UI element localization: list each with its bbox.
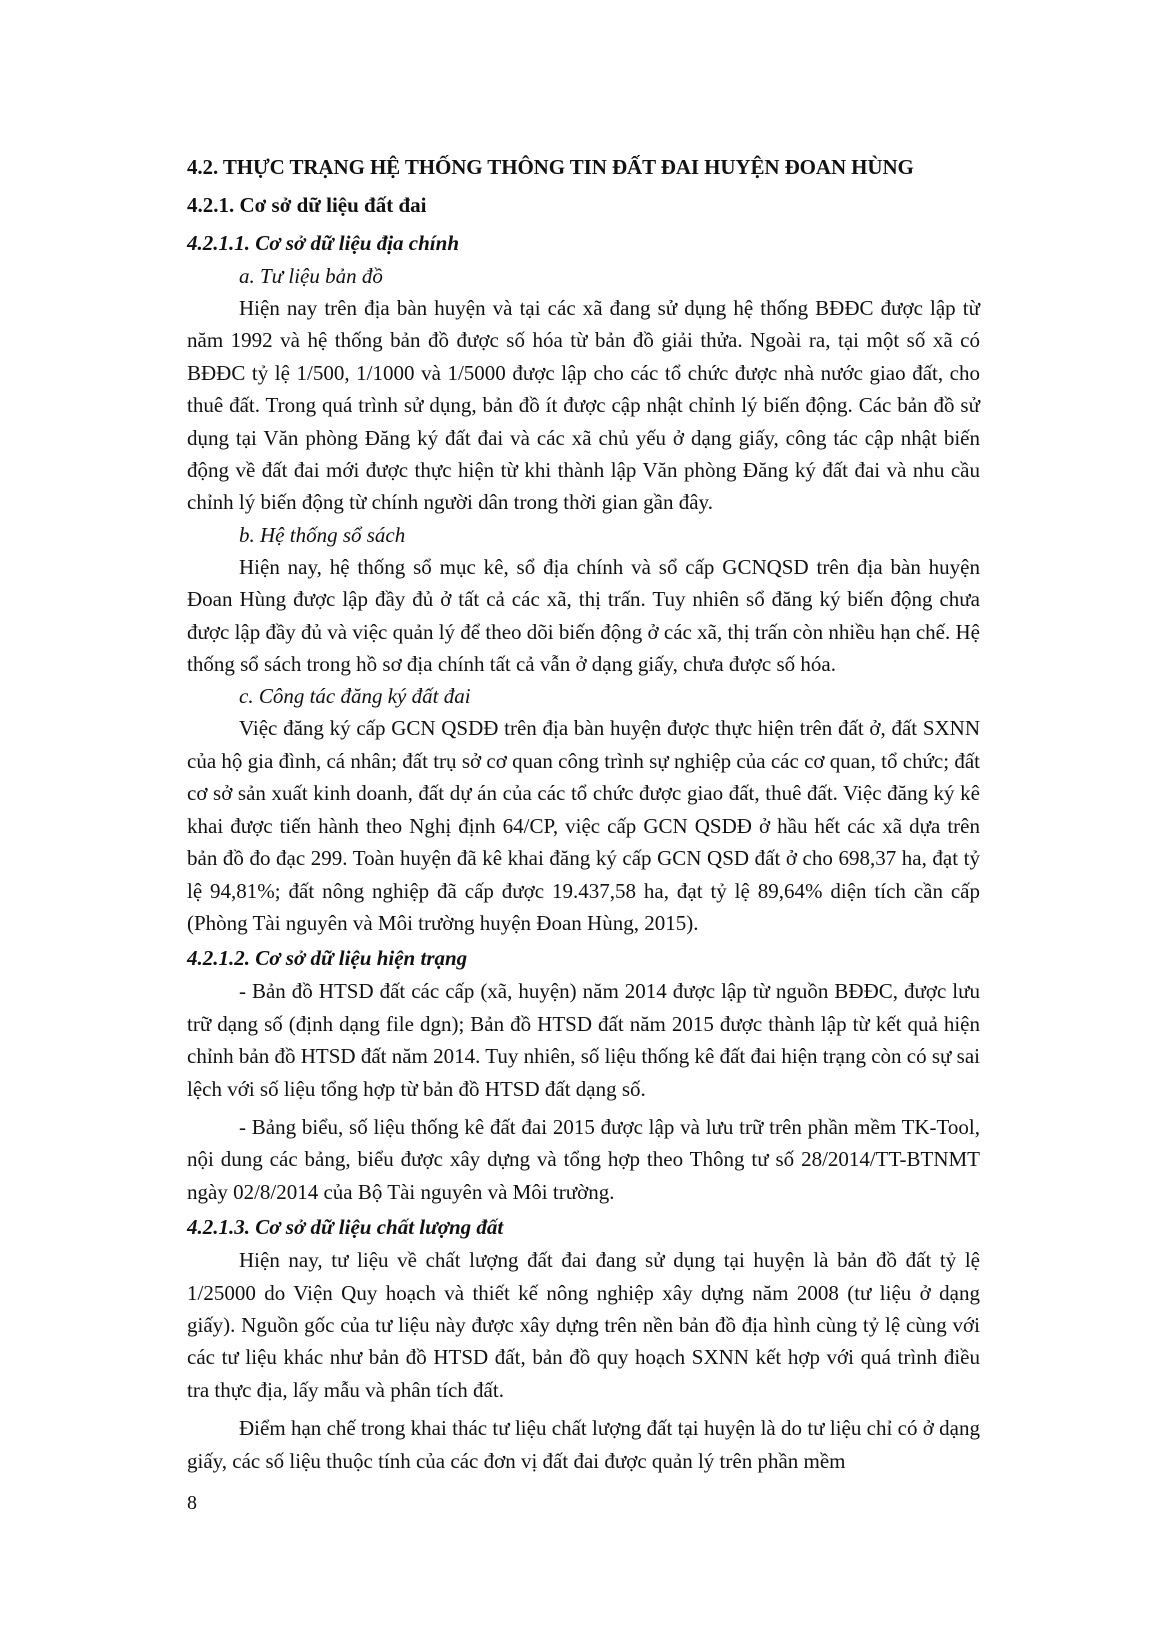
subheading-land-registration: c. Công tác đăng ký đất đai [239, 684, 471, 709]
paragraph-current-use-maps: - Bản đồ HTSD đất các cấp (xã, huyện) năm 2014 được lập từ nguồn BĐĐC, được lưu trữ dạng số (định dạng file dgn); Bản đồ HTSD đất năm 2015 được thành lập từ kết quả hiện chỉnh bản đồ HTSD đất năm 2014. Tuy nhiên, số liệu thống kê đất đai hiện trạng còn có sự sai lệch với số liệu tổng hợp từ bản đồ HTSD đất dạng số. [187, 979, 980, 1101]
heading-land-quality-database: 4.2.1.3. Cơ sở dữ liệu chất lượng đất [187, 1215, 504, 1240]
page-number: 8 [187, 1492, 197, 1514]
heading-cadastral-database: 4.2.1.1. Cơ sở dữ liệu địa chính [187, 231, 459, 255]
paragraph-records-system: Hiện nay, hệ thống sổ mục kê, sổ địa chính và sổ cấp GCNQSD trên địa bàn huyện Đoan Hùng được lập đầy đủ ở tất cả các xã, thị trấn. Tuy nhiên sổ đăng ký biến động chưa được lập đầy đủ và việc quản lý để theo dõi biến động ở các xã, thị trấn còn nhiều hạn chế. Hệ thống sổ sách trong hồ sơ địa chính tất cả vẫn ở dạng giấy, chưa được số hóa. [187, 554, 980, 677]
paragraph-statistics-tables: - Bảng biểu, số liệu thống kê đất đai 2015 được lập và lưu trữ trên phần mềm TK-Tool, nội dung các bảng, biểu được xây dựng và tổng hợp theo Thông tư số 28/2014/TT-BTNMT ngày 02/8/2014 của Bộ Tài nguyên và Môi trường. [187, 1114, 980, 1204]
paragraph-land-quality-limitations: Điểm hạn chế trong khai thác tư liệu chất lượng đất tại huyện là do tư liệu chỉ có ở dạng giấy, các số liệu thuộc tính của các đơn vị đất đai được quản lý trên phần mềm [187, 1416, 980, 1473]
paragraph-land-registration: Việc đăng ký cấp GCN QSDĐ trên địa bàn huyện được thực hiện trên đất ở, đất SXNN của hộ gia đình, cá nhân; đất trụ sở cơ quan công trình sự nghiệp của các cơ quan, tổ chức; đất cơ sở sản xuất kinh doanh, đất dự án của các tổ chức được giao đất, thuê đất. Việc đăng ký kê khai được tiến hành theo Nghị định 64/CP, việc cấp GCN QSDĐ ở hầu hết các xã dựa trên bản đồ đo đạc 299. Toàn huyện đã kê khai đăng ký cấp GCN QSD đất ở cho 698,37 ha, đạt tỷ lệ 94,81%; đất nông nghiệp đã cấp được 19.437,58 ha, đạt tỷ lệ 89,64% diện tích cần cấp (Phòng Tài nguyên và Môi trường huyện Đoan Hùng, 2015). [187, 716, 980, 935]
document-page [187, 150, 980, 1477]
section-title: 4.2. THỰC TRẠNG HỆ THỐNG THÔNG TIN ĐẤT ĐAI HUYỆN ĐOAN HÙNG [187, 155, 914, 179]
paragraph-land-quality-data: Hiện nay, tư liệu về chất lượng đất đai đang sử dụng tại huyện là bản đồ đất tỷ lệ 1/25000 do Viện Quy hoạch và thiết kế nông nghiệp xây dựng năm 2008 (tư liệu ở dạng giấy). Nguồn gốc của tư liệu này được xây dựng trên nền bản đồ địa hình cùng tỷ lệ cùng với các tư liệu khác như bản đồ HTSD đất, bản đồ quy hoạch SXNN kết hợp với quá trình điều tra thực địa, lấy mẫu và phân tích đất. [187, 1248, 980, 1402]
heading-current-use-database: 4.2.1.2. Cơ sở dữ liệu hiện trạng [187, 946, 468, 971]
subheading-records-system: b. Hệ thống sổ sách [239, 522, 406, 547]
subsection-title: 4.2.1. Cơ sở dữ liệu đất đai [187, 193, 427, 217]
subheading-map-data: a. Tư liệu bản đồ [239, 264, 383, 288]
paragraph-map-data: Hiện nay trên địa bàn huyện và tại các xã đang sử dụng hệ thống BĐĐC được lập từ năm 1992 và hệ thống bản đồ được số hóa từ bản đồ giải thửa. Ngoài ra, tại một số xã có BĐĐC tỷ lệ 1/500, 1/1000 và 1/5000 được lập cho các tổ chức được nhà nước giao đất, cho thuê đất. Trong quá trình sử dụng, bản đồ ít được cập nhật chỉnh lý biến động. Các bản đồ sử dụng tại Văn phòng Đăng ký đất đai và các xã chủ yếu ở dạng giấy, công tác cập nhật biến động về đất đai mới được thực hiện từ khi thành lập Văn phòng Đăng ký đất đai và nhu cầu chỉnh lý biến động từ chính người dân trong thời gian gần đây. [187, 296, 980, 515]
